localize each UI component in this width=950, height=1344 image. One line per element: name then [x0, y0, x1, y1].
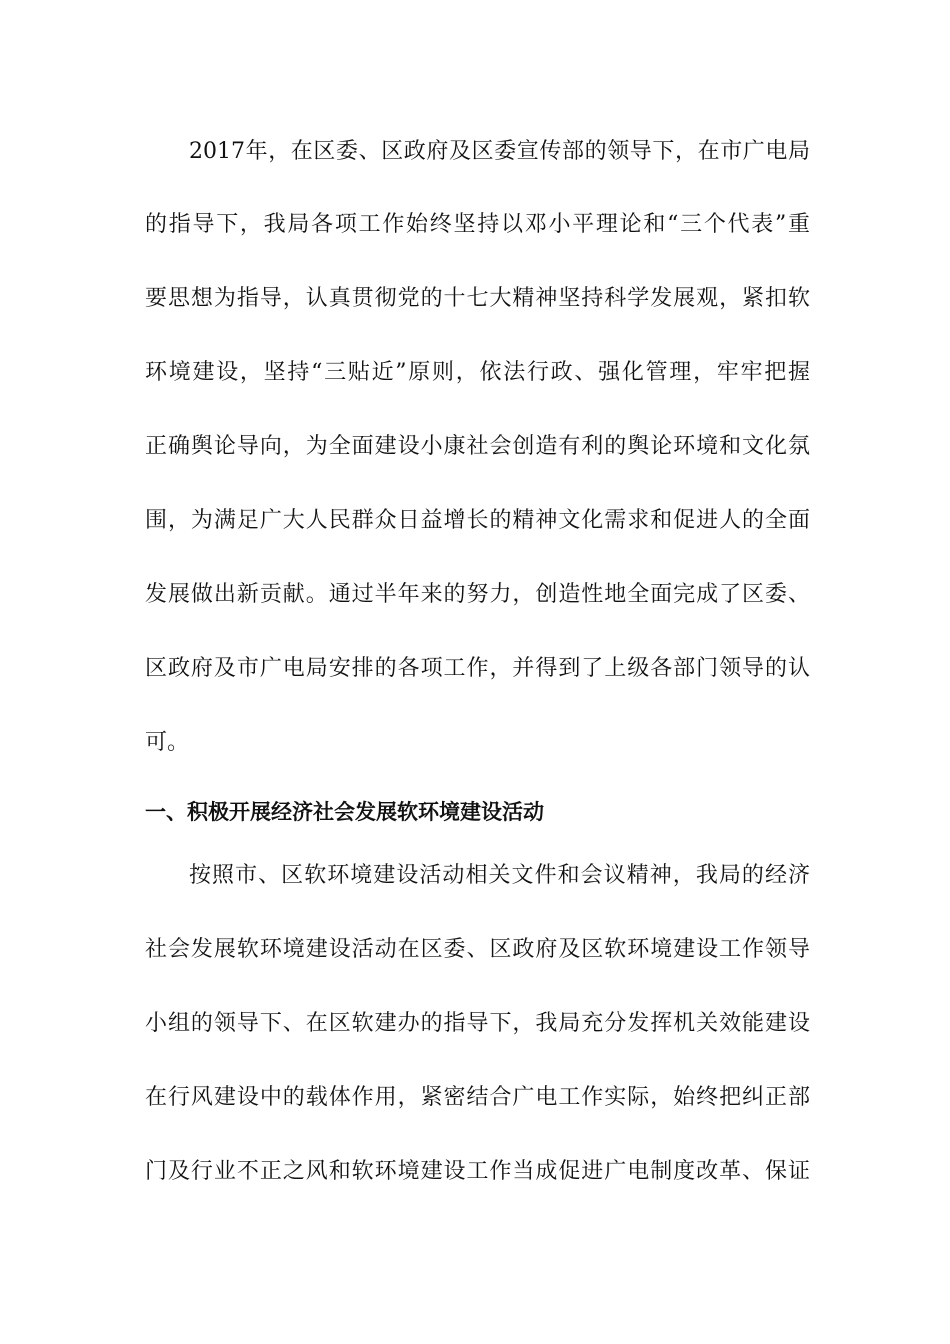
paragraph-line: 社会发展软环境建设活动在区委、区政府及区软环境建设工作领导 — [145, 937, 810, 962]
paragraph-line: 正确舆论导向，为全面建设小康社会创造有利的舆论环境和文化氛 — [145, 434, 810, 459]
paragraph-line: 可。 — [145, 730, 190, 755]
paragraph-line: 小组的领导下、在区软建办的指导下，我局充分发挥机关效能建设 — [145, 1011, 810, 1036]
paragraph-line: 区政府及市广电局安排的各项工作，并得到了上级各部门领导的认 — [145, 656, 810, 681]
section-heading: 一、积极开展经济社会发展软环境建设活动 — [145, 800, 544, 824]
paragraph-line: 要思想为指导，认真贯彻党的十七大精神坚持科学发展观，紧扣软 — [145, 286, 810, 311]
paragraph-line: 在行风建设中的载体作用，紧密结合广电工作实际，始终把纠正部 — [145, 1085, 810, 1110]
paragraph-line: 围，为满足广大人民群众日益增长的精神文化需求和促进人的全面 — [145, 508, 810, 533]
paragraph-line: 的指导下，我局各项工作始终坚持以邓小平理论和“三个代表”重 — [145, 212, 810, 237]
paragraph-line: 按照市、区软环境建设活动相关文件和会议精神，我局的经济 — [189, 863, 810, 888]
paragraph-line: 2017年，在区委、区政府及区委宣传部的领导下，在市广电局 — [189, 139, 810, 164]
paragraph-line: 门及行业不正之风和软环境建设工作当成促进广电制度改革、保证 — [145, 1159, 810, 1184]
paragraph-line: 发展做出新贡献。通过半年来的努力，创造性地全面完成了区委、 — [145, 582, 810, 607]
paragraph-line: 环境建设，坚持“三贴近”原则，依法行政、强化管理，牢牢把握 — [145, 360, 810, 385]
